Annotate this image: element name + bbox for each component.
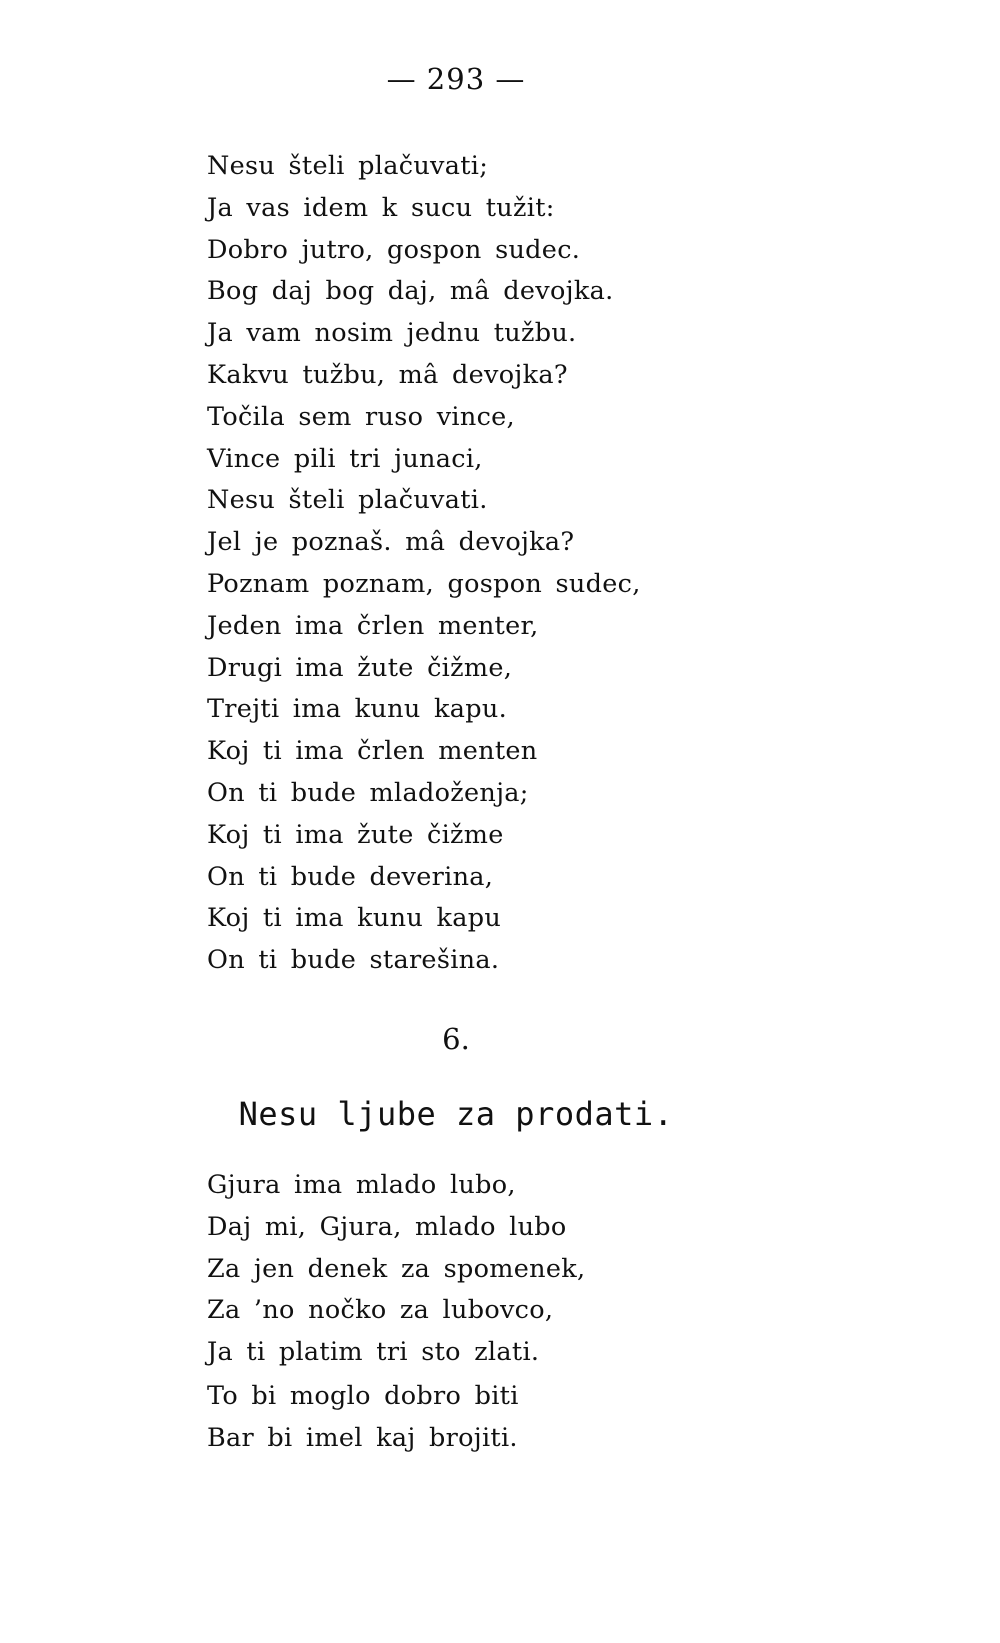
verse-line: Bog daj bog daj, mâ devojka. <box>207 276 614 307</box>
verse-line: On ti bude starešina. <box>207 945 500 976</box>
verse-line: Jeden ima črlen menter, <box>207 610 539 641</box>
verse-line: Točila sem ruso vince, <box>207 401 515 432</box>
verse-line: Trejti ima kunu kapu. <box>207 694 507 725</box>
verse-line: Nesu šteli plačuvati. <box>207 485 488 516</box>
verse-stanza-top <box>207 146 641 982</box>
verse-line: Za jen denek za spomenek, <box>207 1253 586 1284</box>
verse-line: Poznam poznam, gospon sudec, <box>207 568 641 599</box>
verse-line: On ti bude mladoženja; <box>207 777 529 808</box>
verse-line: Ja vas idem k sucu tužit: <box>207 192 555 223</box>
verse-line: Koj ti ima kunu kapu <box>207 903 502 934</box>
verse-line: Kakvu tužbu, mâ devojka? <box>207 359 568 390</box>
verse-line: Za ’no nočko za lubovco, <box>207 1295 554 1326</box>
verse-line: Jel je poznaš. mâ devojka? <box>207 527 575 558</box>
page-number: — 293 — <box>386 62 526 96</box>
verse-line: Koj ti ima črlen menten <box>207 736 538 767</box>
verse-line: To bi moglo dobro biti <box>207 1381 519 1411</box>
section-number: 6. <box>442 1022 470 1056</box>
verse-line: Drugi ima žute čižme, <box>207 652 513 683</box>
verse-line: Gjura ima mlado lubo, <box>207 1170 516 1200</box>
verse-line: Nesu šteli plačuvati; <box>207 151 489 181</box>
verse-line: Dobro jutro, gospon sudec. <box>207 234 581 265</box>
verse-line: Daj mi, Gjura, mlado lubo <box>207 1211 567 1242</box>
verse-stanza-bottom-2 <box>207 1376 519 1460</box>
verse-line: Bar bi imel kaj brojiti. <box>207 1422 518 1453</box>
verse-line: Ja vam nosim jednu tužbu. <box>207 318 577 349</box>
verse-line: Vince pili tri junaci, <box>207 443 483 474</box>
verse-line: Ja ti platim tri sto zlati. <box>207 1337 540 1368</box>
song-title: Nesu ljube za prodati. <box>238 1095 674 1133</box>
verse-stanza-bottom-1 <box>207 1165 585 1374</box>
verse-line: On ti bude deverina, <box>207 861 494 892</box>
verse-line: Koj ti ima žute čižme <box>207 819 504 850</box>
